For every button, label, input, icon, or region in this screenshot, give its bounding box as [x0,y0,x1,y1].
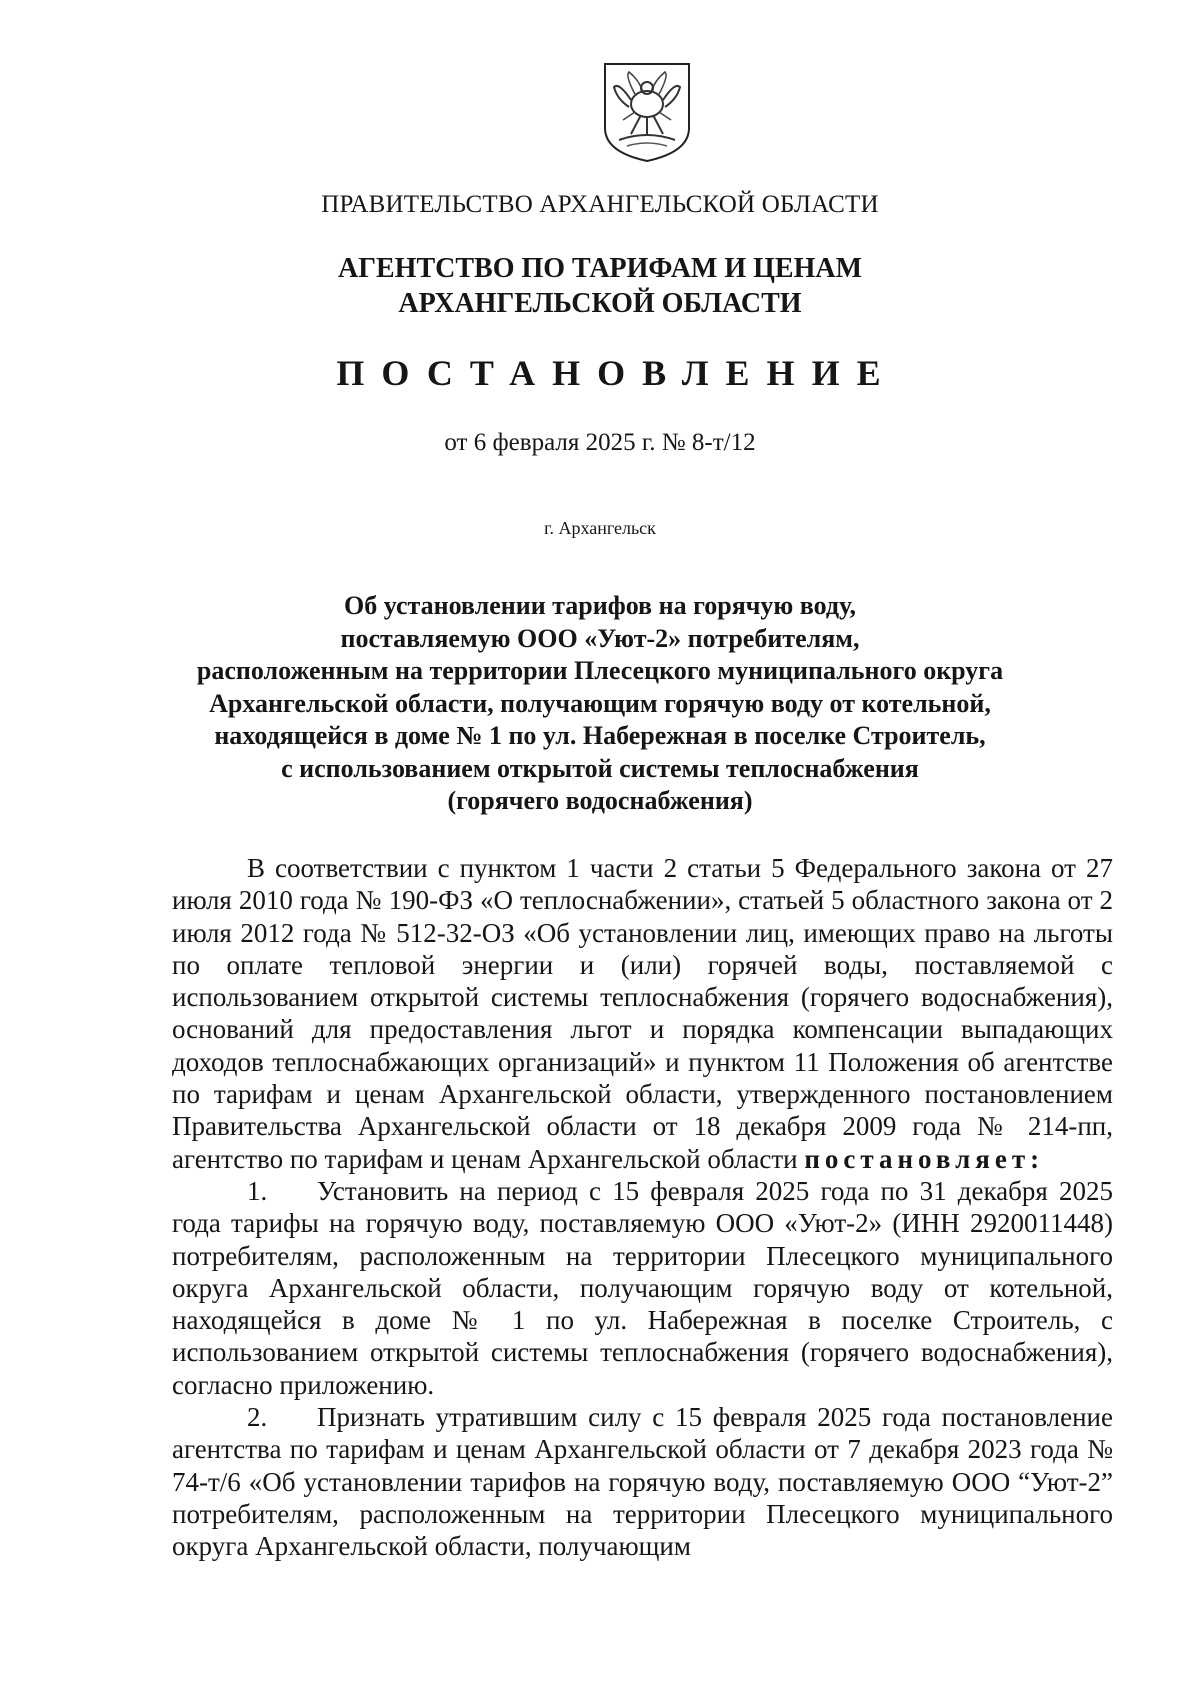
preamble-text: В соответствии с пунктом 1 части 2 статьи 5 Федерального закона от 27 июля 2010 года № 190-ФЗ «О теплоснабжении», статьей 5 областного закона от 2 июля 2012 года № 512-32-ОЗ «Об установлении лиц, имеющих право на льготы по оплате тепловой энергии и (или) горячей воды, поставляемой с использованием открытой системы теплоснабжения (горячего водоснабжения), оснований для предоставления льгот и порядка компенсации выпадающих доходов теплоснабжающих организаций» и пунктом 11 Положения об агентстве по тарифам и ценам Архангельской области, утвержденного постановлением Правительства Архангельской области от 18 декабря 2009 года № 214-пп, агентство по тарифам и ценам Архангельской области [172,853,1113,1174]
item-text: Признать утратившим силу с 15 февраля 2025 года постановление агентства по тарифам и ценам Архангельской области от 7 декабря 2023 года № 74-т/6 «Об установлении тарифов на горячую воду, поставляемую ООО “Уют-2” потребителям, расположенным на территории Плесецкого муниципального округа Архангельской области, получающим [172,1402,1113,1562]
agency-name [0,251,1200,321]
document-body [172,852,1113,1563]
title-line: Об установлении тарифов на горячую воду, [344,591,856,620]
coat-of-arms-icon [601,60,693,164]
title-line: расположенным на территории Плесецкого муниципального округа [196,656,1004,685]
resolves-word: постановляет [804,1143,1031,1174]
list-item [172,1175,1113,1401]
item-number: 1. [247,1175,268,1206]
title-line: Архангельской области, получающим горячую воду от котельной, [209,688,991,718]
document-city: г. Архангельск [544,518,656,538]
preamble-paragraph [172,852,1113,1175]
title-line: поставляемую ООО «Уют-2» потребителям, [340,623,860,653]
item-text: Установить на период с 15 февраля 2025 года по 31 декабря 2025 года тарифы на горячую воду, поставляемую ООО «Уют-2» (ИНН 2920011448) потребителям, расположенным на территории Плесецкого муниципального округа Архангельской области, получающим горячую воду от котельной, находящейся в доме № 1 по ул. Набережная в поселке Строитель, с использованием открытой системы теплоснабжения (горячего водоснабжения), согласно приложению. [172,1175,1113,1400]
title-line: находящейся в доме № 1 по ул. Набережная в поселке Строитель, [214,721,986,750]
item-number: 2. [247,1402,268,1433]
document-date-number: от 6 февраля 2025 г. № 8-т/12 [444,429,756,456]
resolves-colon: : [1030,1143,1040,1174]
title-line: с использованием открытой системы теплоснабжения [281,753,919,783]
agency-name-line: АРХАНГЕЛЬСКОЙ ОБЛАСТИ [398,288,802,319]
list-item [172,1401,1113,1562]
document-title [0,590,1200,818]
agency-name-line: АГЕНТСТВО ПО ТАРИФАМ И ЦЕНАМ [337,253,863,284]
title-line: (горячего водоснабжения) [447,786,753,815]
government-name: ПРАВИТЕЛЬСТВО АРХАНГЕЛЬСКОЙ ОБЛАСТИ [321,191,879,218]
document-type: ПОСТАНОВЛЕНИЕ [336,353,898,393]
